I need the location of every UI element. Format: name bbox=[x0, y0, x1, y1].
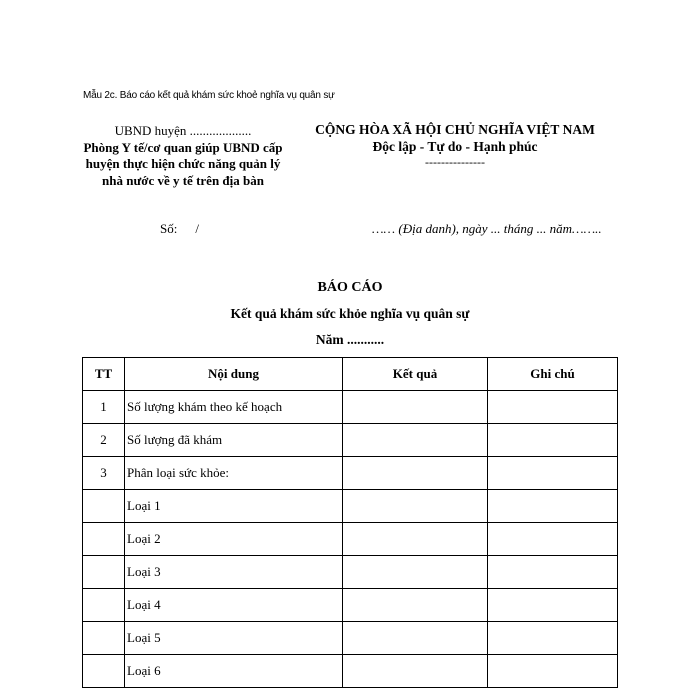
row-result bbox=[343, 622, 488, 655]
number-label: Số: bbox=[160, 221, 178, 236]
row-content: Loại 3 bbox=[125, 556, 343, 589]
table-header-row bbox=[83, 358, 618, 391]
row-content: Loại 5 bbox=[125, 622, 343, 655]
row-tt bbox=[83, 622, 125, 655]
table-row bbox=[83, 655, 618, 688]
table-row bbox=[83, 490, 618, 523]
row-content: Số lượng khám theo kế hoạch bbox=[125, 391, 343, 424]
row-note bbox=[488, 523, 618, 556]
row-tt: 1 bbox=[83, 391, 125, 424]
table-row bbox=[83, 556, 618, 589]
header-note: Ghi chú bbox=[488, 358, 618, 391]
row-tt bbox=[83, 655, 125, 688]
form-label: Mẫu 2c. Báo cáo kết quả khám sức khoẻ nghĩa vụ quân sự bbox=[83, 90, 335, 101]
row-note bbox=[488, 391, 618, 424]
report-table bbox=[82, 357, 618, 688]
row-note bbox=[488, 490, 618, 523]
table-row bbox=[83, 523, 618, 556]
agency-name: Phòng Y tế/cơ quan giúp UBND cấp huyện thực hiện chức năng quản lý nhà nước về y tế trên địa bàn bbox=[83, 139, 283, 188]
row-tt bbox=[83, 556, 125, 589]
report-title: BÁO CÁO bbox=[317, 280, 383, 295]
row-result bbox=[343, 391, 488, 424]
table-row bbox=[83, 424, 618, 457]
issuing-authority bbox=[78, 123, 288, 189]
row-note bbox=[488, 655, 618, 688]
row-tt: 3 bbox=[83, 457, 125, 490]
row-content: Loại 6 bbox=[125, 655, 343, 688]
row-result bbox=[343, 589, 488, 622]
row-content: Loại 1 bbox=[125, 490, 343, 523]
nation-name: CỘNG HÒA XÃ HỘI CHỦ NGHĨA VIỆT NAM bbox=[315, 122, 595, 137]
row-tt bbox=[83, 589, 125, 622]
table-row bbox=[83, 457, 618, 490]
row-result bbox=[343, 655, 488, 688]
header-result: Kết quả bbox=[343, 358, 488, 391]
row-tt: 2 bbox=[83, 424, 125, 457]
row-result bbox=[343, 457, 488, 490]
row-result bbox=[343, 490, 488, 523]
row-content: Loại 2 bbox=[125, 523, 343, 556]
motto-underline: --------------- bbox=[425, 155, 485, 169]
row-result bbox=[343, 556, 488, 589]
table-row bbox=[83, 589, 618, 622]
number-slash: / bbox=[195, 221, 199, 236]
row-note bbox=[488, 589, 618, 622]
row-result bbox=[343, 424, 488, 457]
table-row bbox=[83, 622, 618, 655]
place-and-date: …… (Địa danh), ngày ... tháng ... năm…….. bbox=[372, 221, 602, 236]
row-note bbox=[488, 622, 618, 655]
document-number bbox=[160, 221, 199, 237]
national-motto: Độc lập - Tự do - Hạnh phúc bbox=[372, 139, 538, 154]
row-content: Số lượng đã khám bbox=[125, 424, 343, 457]
header-content: Nội dung bbox=[125, 358, 343, 391]
national-header bbox=[300, 121, 610, 168]
district-name: UBND huyện ................... bbox=[114, 123, 252, 138]
table-row bbox=[83, 391, 618, 424]
row-tt bbox=[83, 490, 125, 523]
row-tt bbox=[83, 523, 125, 556]
report-subtitle: Kết quả khám sức khỏe nghĩa vụ quân sự bbox=[230, 306, 470, 321]
row-result bbox=[343, 523, 488, 556]
row-note bbox=[488, 556, 618, 589]
row-content: Loại 4 bbox=[125, 589, 343, 622]
row-content: Phân loại sức khỏe: bbox=[125, 457, 343, 490]
row-note bbox=[488, 424, 618, 457]
report-year: Năm ........... bbox=[315, 332, 385, 347]
header-tt: TT bbox=[83, 358, 125, 391]
row-note bbox=[488, 457, 618, 490]
